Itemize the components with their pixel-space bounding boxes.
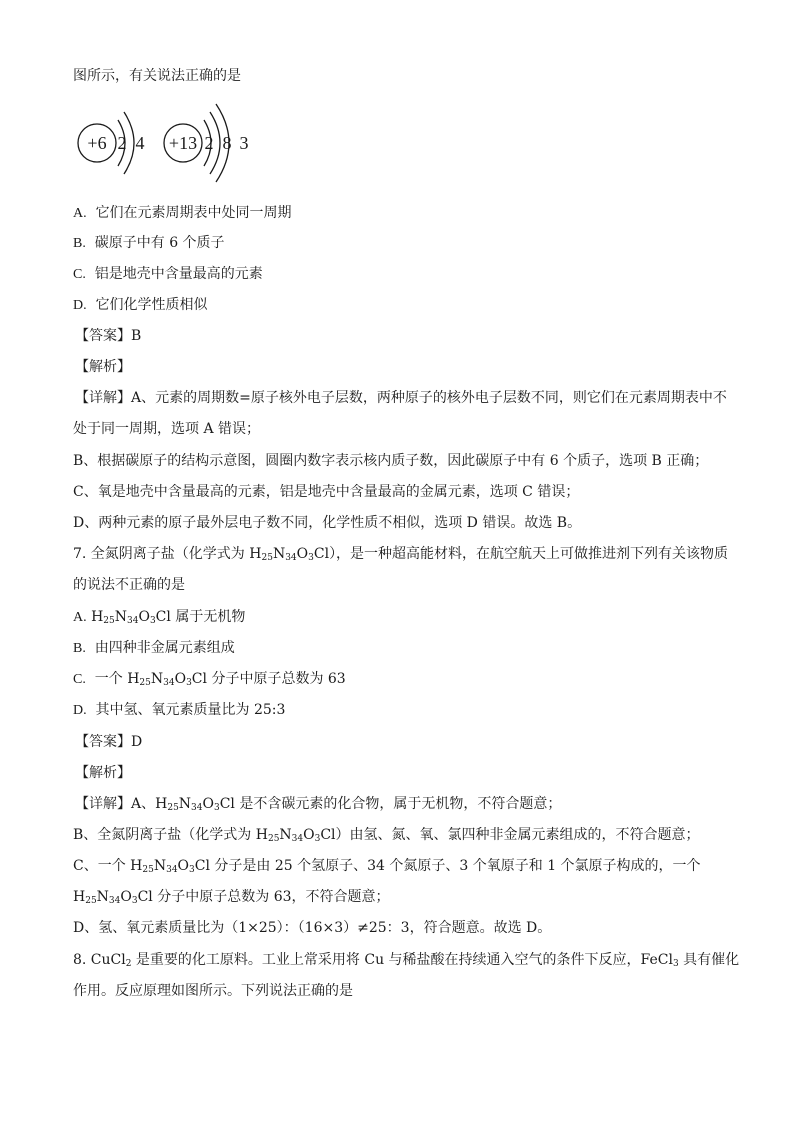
q7-detail-line-4: $H_{25}N_{34}O_3Cl$ 分子中原子总数为 63，不符合题意； (73, 889, 390, 906)
carbon-shell-2-electrons: 4 (135, 133, 145, 153)
carbon-atom-diagram (78, 112, 145, 174)
q6-detail-line-1: 【详解】A、元素的周期数=原子核外电子层数，两种原子的核外电子层数不同，则它们在元素周期表中不 (75, 390, 727, 406)
q8-stem-line-2: 作用。反应原理如图所示。下列说法正确的是 (73, 983, 353, 999)
q6-detail-line-3: B、根据碳原子的结构示意图，圆圈内数字表示核内质子数，因此碳原子中有 6 个质子，选项 B 正确； (73, 453, 709, 469)
carbon-nucleus-label: +6 (87, 133, 107, 153)
q6-detail-line-5: D、两种元素的原子最外层电子数不同，化学性质不相似，选项 D 错误。故选 B。 (73, 515, 582, 531)
q6-option-d: D. 它们化学性质相似 (73, 297, 208, 313)
atomic-structure-diagram (70, 100, 270, 190)
aluminum-shell-1-electrons: 2 (204, 133, 214, 153)
chemical-formula: $H_{25}N_{34}O_3Cl$ (73, 889, 153, 906)
q6-answer: 【答案】B (75, 328, 142, 344)
q7-detail-line-3: C、一个 $H_{25}N_{34}O_3Cl$ 分子是由 25 个氢原子、34 个氮原子、3 个氧原子和 1 个氯原子构成的，一个 (73, 858, 701, 875)
q7-option-c: C. 一个 $H_{25}N_{34}O_3Cl$ 分子中原子总数为 63 (73, 671, 346, 688)
q6-detail-line-4: C、氧是地壳中含量最高的元素，铝是地壳中含量最高的金属元素，选项 C 错误； (73, 484, 580, 500)
aluminum-atom-diagram (164, 104, 249, 182)
chemical-formula: $H_{25}N_{34}O_3Cl$ (130, 858, 210, 875)
chemical-formula: $H_{25}N_{34}O_3Cl$ (91, 609, 171, 626)
q6-option-a: A. 它们在元素周期表中处同一周期 (73, 205, 292, 221)
q7-option-b: B. 由四种非金属元素组成 (73, 640, 235, 656)
q7-detail-line-5: D、氢、氧元素质量比为（1×25）：（16×3）≠25：3，符合题意。故选 D。 (73, 920, 552, 936)
chemical-formula: $H_{25}N_{34}O_3Cl$ (155, 796, 235, 813)
aluminum-shell-3-electrons: 3 (239, 133, 249, 153)
question-intro: 图所示，有关说法正确的是 (73, 68, 241, 84)
q7-option-d: D. 其中氢、氧元素质量比为 25:3 (73, 702, 286, 718)
q7-answer: 【答案】D (75, 734, 143, 750)
q6-option-b: B. 碳原子中有 6 个质子 (73, 235, 225, 251)
q7-detail-line-1: 【详解】A、$H_{25}N_{34}O_3Cl$ 是不含碳元素的化合物，属于无机物，不符合题意； (75, 796, 562, 813)
q6-analysis-heading: 【解析】 (75, 359, 131, 375)
q7-analysis-heading: 【解析】 (75, 765, 131, 781)
chemical-formula: $H_{25}N_{34}O_3Cl$ (249, 546, 330, 563)
q7-stem-line-1: 7. 全氮阴离子盐（化学式为 $H_{25}N_{34}O_3Cl$），是一种超高能材料，在航空航天上可做推进剂下列有关该物质 (73, 546, 729, 563)
q6-detail-line-2: 处于同一周期，选项 A 错误； (73, 421, 261, 437)
chemical-formula: $H_{25}N_{34}O_3Cl$ (127, 671, 207, 688)
q7-detail-line-2: B、全氮阴离子盐（化学式为 $H_{25}N_{34}O_3Cl$）由氢、氮、氧、氯四种非金属元素组成的，不符合题意； (73, 827, 700, 844)
aluminum-nucleus-label: +13 (168, 133, 198, 153)
carbon-shell-1-electrons: 2 (117, 133, 127, 153)
q7-option-a: A. $H_{25}N_{34}O_3Cl$ 属于无机物 (73, 609, 246, 626)
aluminum-shell-2-electrons: 8 (222, 133, 232, 153)
q7-stem-line-2: 的说法不正确的是 (73, 577, 185, 593)
chemical-formula: $H_{25}N_{34}O_3Cl$ (255, 827, 336, 844)
q6-option-c: C. 铝是地壳中含量最高的元素 (73, 266, 263, 282)
q8-stem-line-1: 8. CuCl$_2$ 是重要的化工原料。工业上常采用将 Cu 与稀盐酸在持续通入空气的条件下反应，FeCl$_3$ 具有催化 (73, 952, 740, 969)
